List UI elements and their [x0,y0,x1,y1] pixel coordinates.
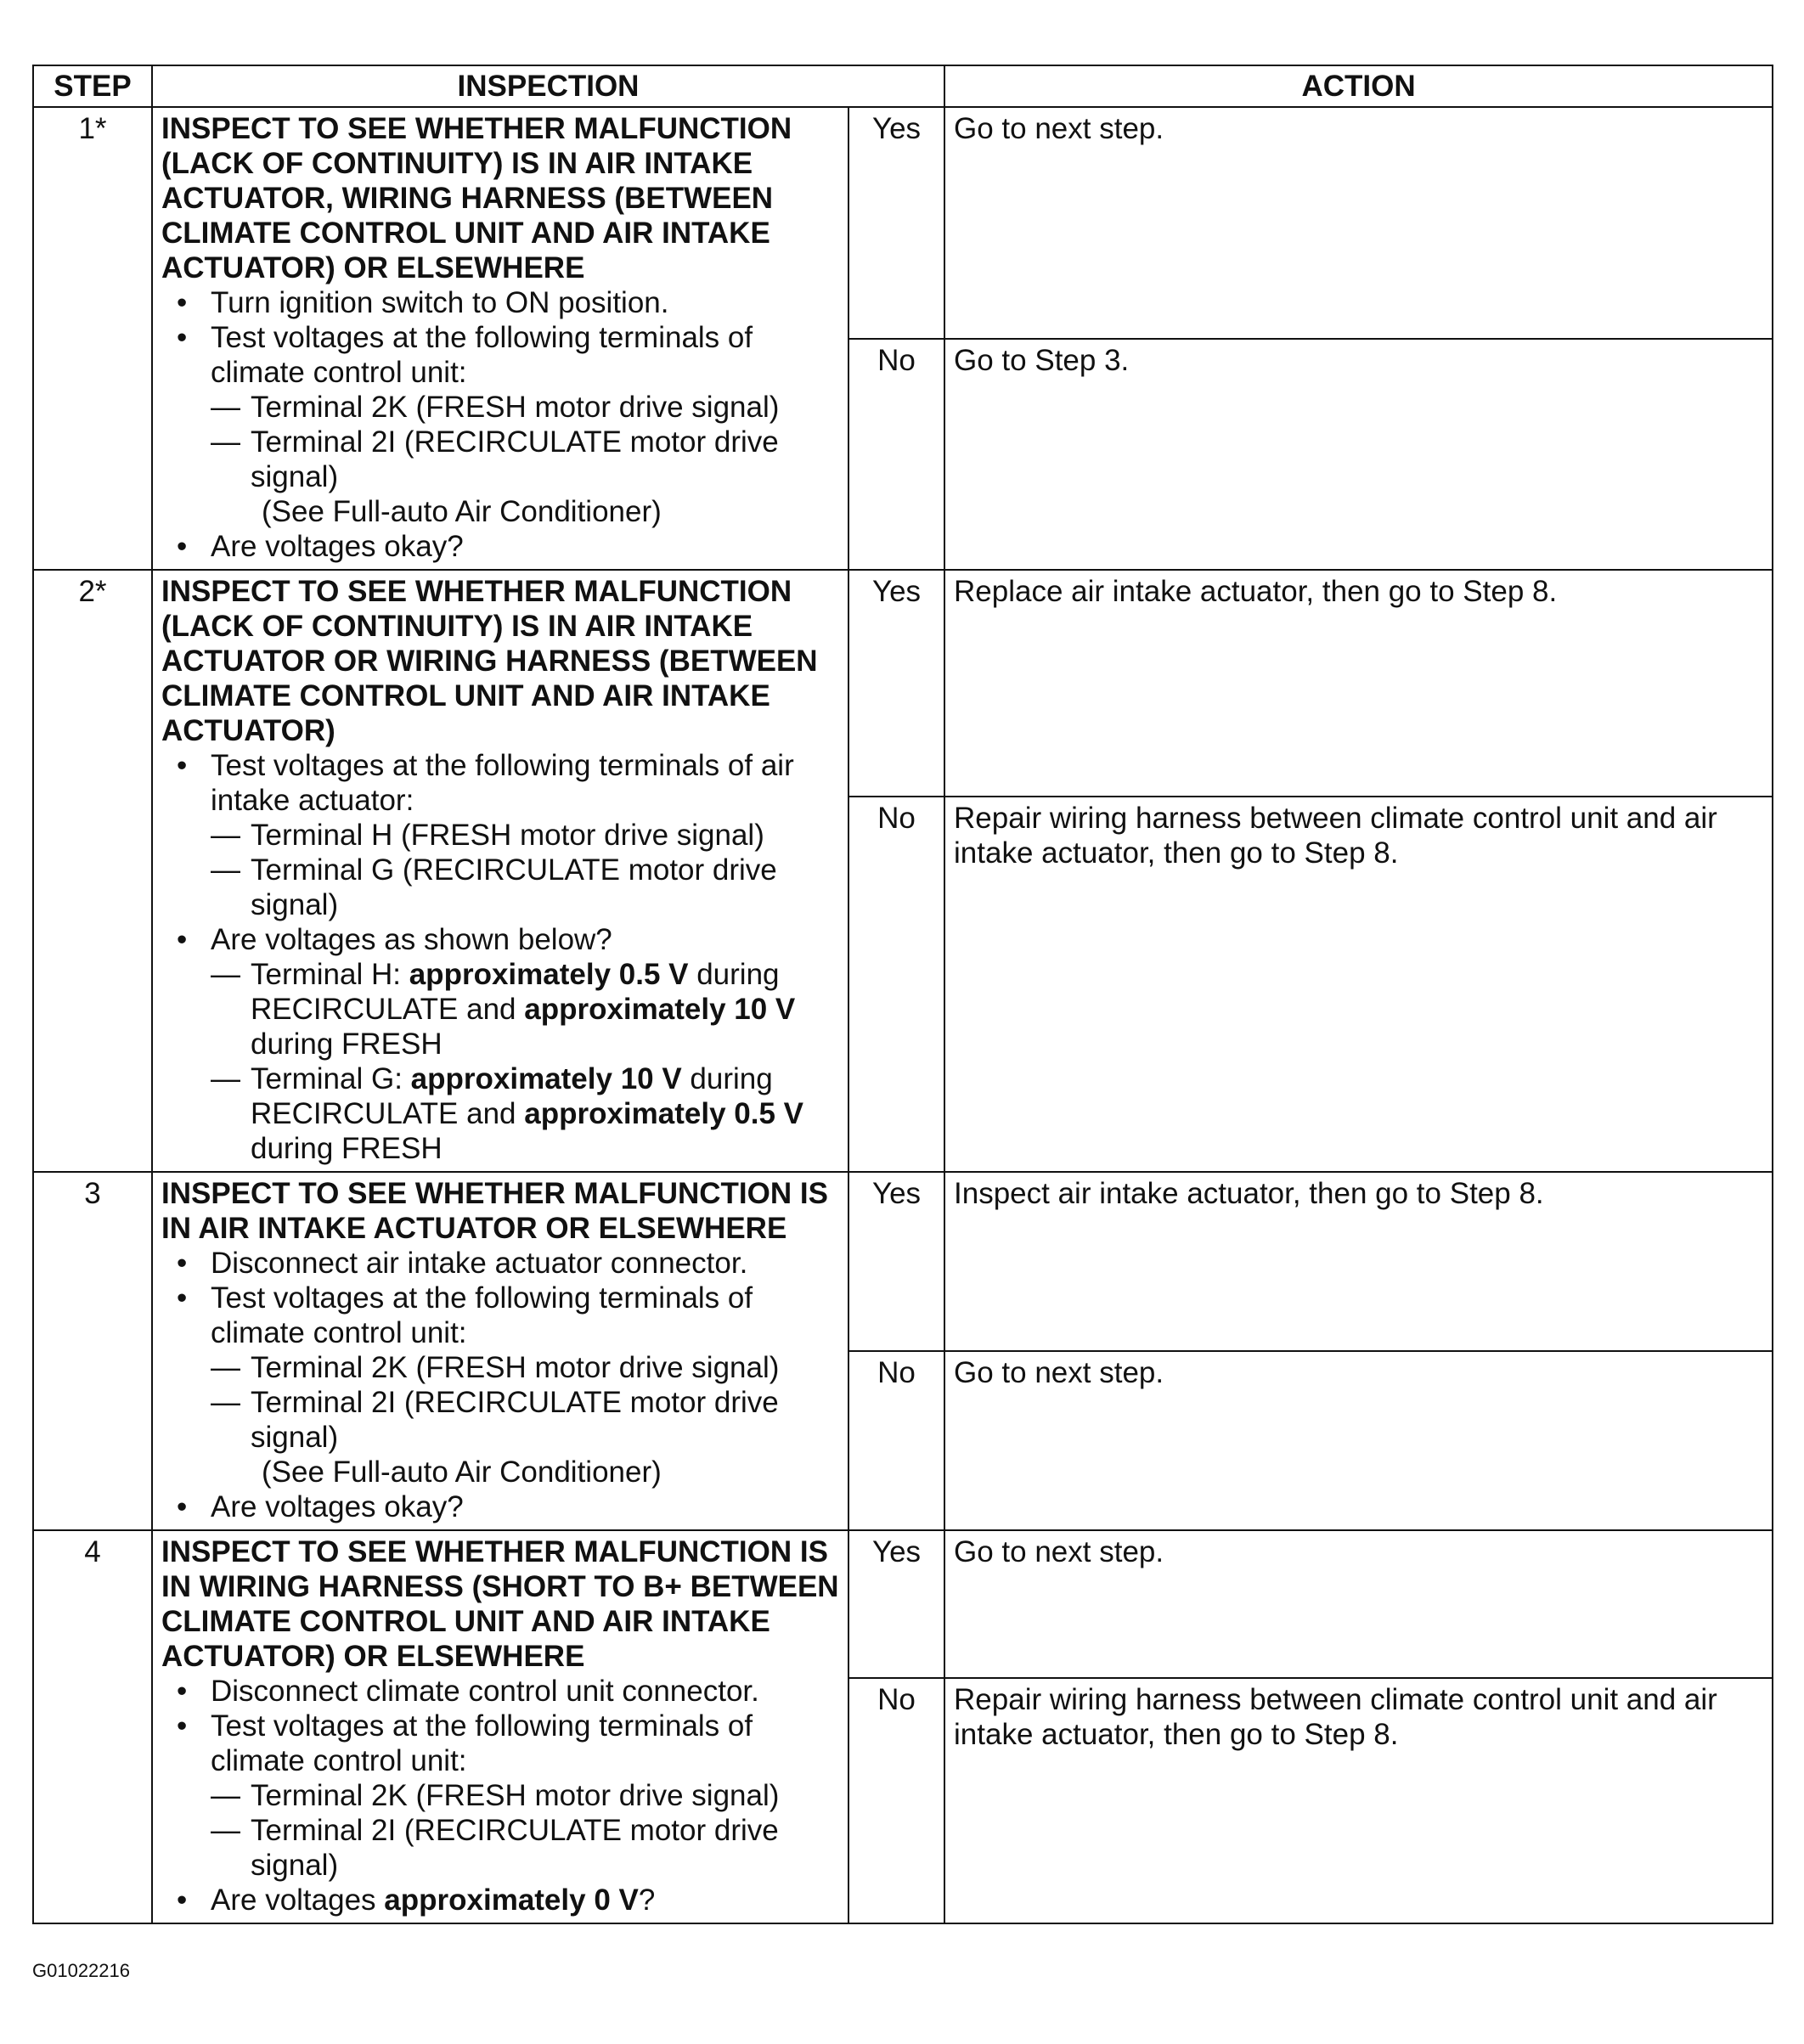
yes-action: Inspect air intake actuator, then go to Step 8. [944,1172,1773,1351]
figure-code: G01022216 [32,1960,130,1981]
bullet-text: Test voltages at the following terminals of climate control unit: [211,1709,753,1777]
bullet-text: ? [638,1884,656,1917]
dash-text: during RECIRCULATE and [251,1062,773,1130]
step-4-yes-row [33,1530,1773,1678]
bullet-text: Are voltages [211,1884,385,1917]
dash-text: during FRESH [251,1132,443,1165]
bullet-item: • Are voltages okay? [161,529,841,564]
no-action: Go to next step. [944,1351,1773,1530]
bullet-item [161,922,841,1166]
bullet-text: Are voltages as shown below? [211,923,612,956]
dash-item: — Terminal H (FRESH motor drive signal) [211,818,841,853]
reference-note: (See Full-auto Air Conditioner) [262,1456,662,1489]
dash-item: — Terminal 2K (FRESH motor drive signal) [211,390,841,425]
bullet-item [161,320,841,529]
dash-text: during RECIRCULATE and [251,958,780,1026]
bullet-item [161,1883,841,1917]
bullet-text: Test voltages at the following terminals of climate control unit: [211,321,753,389]
no-label: No [848,797,944,1173]
yes-action: Go to next step. [944,1530,1773,1678]
header-row [33,65,1773,107]
step-3-yes-row [33,1172,1773,1351]
bullet-item [161,1709,841,1883]
dash-item [211,957,841,1061]
bullet-item: • Disconnect air intake actuator connector. [161,1246,841,1281]
yes-label: Yes [848,107,944,339]
dash-item [211,1061,841,1166]
dash-item: — Terminal G (RECIRCULATE motor drive signal) [211,853,841,922]
diagnostic-table [32,65,1773,1924]
step-number: 2* [33,570,152,1172]
no-action: Go to Step 3. [944,339,1773,571]
step-1-yes-row [33,107,1773,339]
yes-action: Replace air intake actuator, then go to Step 8. [944,570,1773,797]
no-action: Repair wiring harness between climate control unit and air intake actuator, then go to Step 8. [944,797,1773,1173]
step-2-yes-row [33,570,1773,797]
dash-item: — Terminal 2K (FRESH motor drive signal) [211,1350,841,1385]
reference-note: (See Full-auto Air Conditioner) [262,495,662,528]
inspection-cell [152,570,848,1172]
no-label: No [848,339,944,571]
dash-text: Terminal H: [251,958,409,991]
yes-label: Yes [848,1172,944,1351]
step-number: 1* [33,107,152,570]
bullet-item: • Disconnect climate control unit connector. [161,1674,841,1709]
header-inspection: INSPECTION [152,65,944,107]
inspection-title: INSPECT TO SEE WHETHER MALFUNCTION (LACK OF CONTINUITY) IS IN AIR INTAKE ACTUATOR OR WIRING HARNESS (BETWEEN CLIMATE CONTROL UNIT AND AIR INTAKE ACTUATOR) [161,575,818,747]
header-step: STEP [33,65,152,107]
inspection-title: INSPECT TO SEE WHETHER MALFUNCTION IS IN AIR INTAKE ACTUATOR OR ELSEWHERE [161,1177,828,1245]
no-label: No [848,1678,944,1923]
bullet-text: Test voltages at the following terminals of climate control unit: [211,1281,753,1349]
dash-text: during FRESH [251,1028,443,1061]
dash-item: — Terminal 2I (RECIRCULATE motor drive signal) [211,1385,841,1455]
step-number: 3 [33,1172,152,1530]
voltage-value: approximately 0 V [384,1884,639,1917]
dash-text: Terminal G: [251,1062,411,1095]
step-number: 4 [33,1530,152,1923]
inspection-cell [152,107,848,570]
voltage-value: approximately 0.5 V [409,958,689,991]
yes-label: Yes [848,570,944,797]
inspection-title: INSPECT TO SEE WHETHER MALFUNCTION (LACK OF CONTINUITY) IS IN AIR INTAKE ACTUATOR, WIRING HARNESS (BETWEEN CLIMATE CONTROL UNIT AND AIR INTAKE ACTUATOR) OR ELSEWHERE [161,112,792,284]
header-action: ACTION [944,65,1773,107]
voltage-value: approximately 10 V [524,993,796,1026]
bullet-item: • Are voltages okay? [161,1489,841,1524]
bullet-item [161,748,841,922]
inspection-cell [152,1172,848,1530]
bullet-item: • Turn ignition switch to ON position. [161,285,841,320]
yes-label: Yes [848,1530,944,1678]
yes-action: Go to next step. [944,107,1773,339]
voltage-value: approximately 0.5 V [524,1097,803,1130]
dash-item: — Terminal 2I (RECIRCULATE motor drive signal) [211,425,841,494]
voltage-value: approximately 10 V [410,1062,682,1095]
bullet-text: Test voltages at the following terminals of air intake actuator: [211,749,794,817]
no-label: No [848,1351,944,1530]
inspection-cell [152,1530,848,1923]
inspection-title: INSPECT TO SEE WHETHER MALFUNCTION IS IN WIRING HARNESS (SHORT TO B+ BETWEEN CLIMATE CONTROL UNIT AND AIR INTAKE ACTUATOR) OR ELSEWHERE [161,1535,839,1673]
no-action: Repair wiring harness between climate control unit and air intake actuator, then go to Step 8. [944,1678,1773,1923]
bullet-item [161,1281,841,1489]
dash-item: — Terminal 2I (RECIRCULATE motor drive signal) [211,1813,841,1883]
dash-item: — Terminal 2K (FRESH motor drive signal) [211,1778,841,1813]
